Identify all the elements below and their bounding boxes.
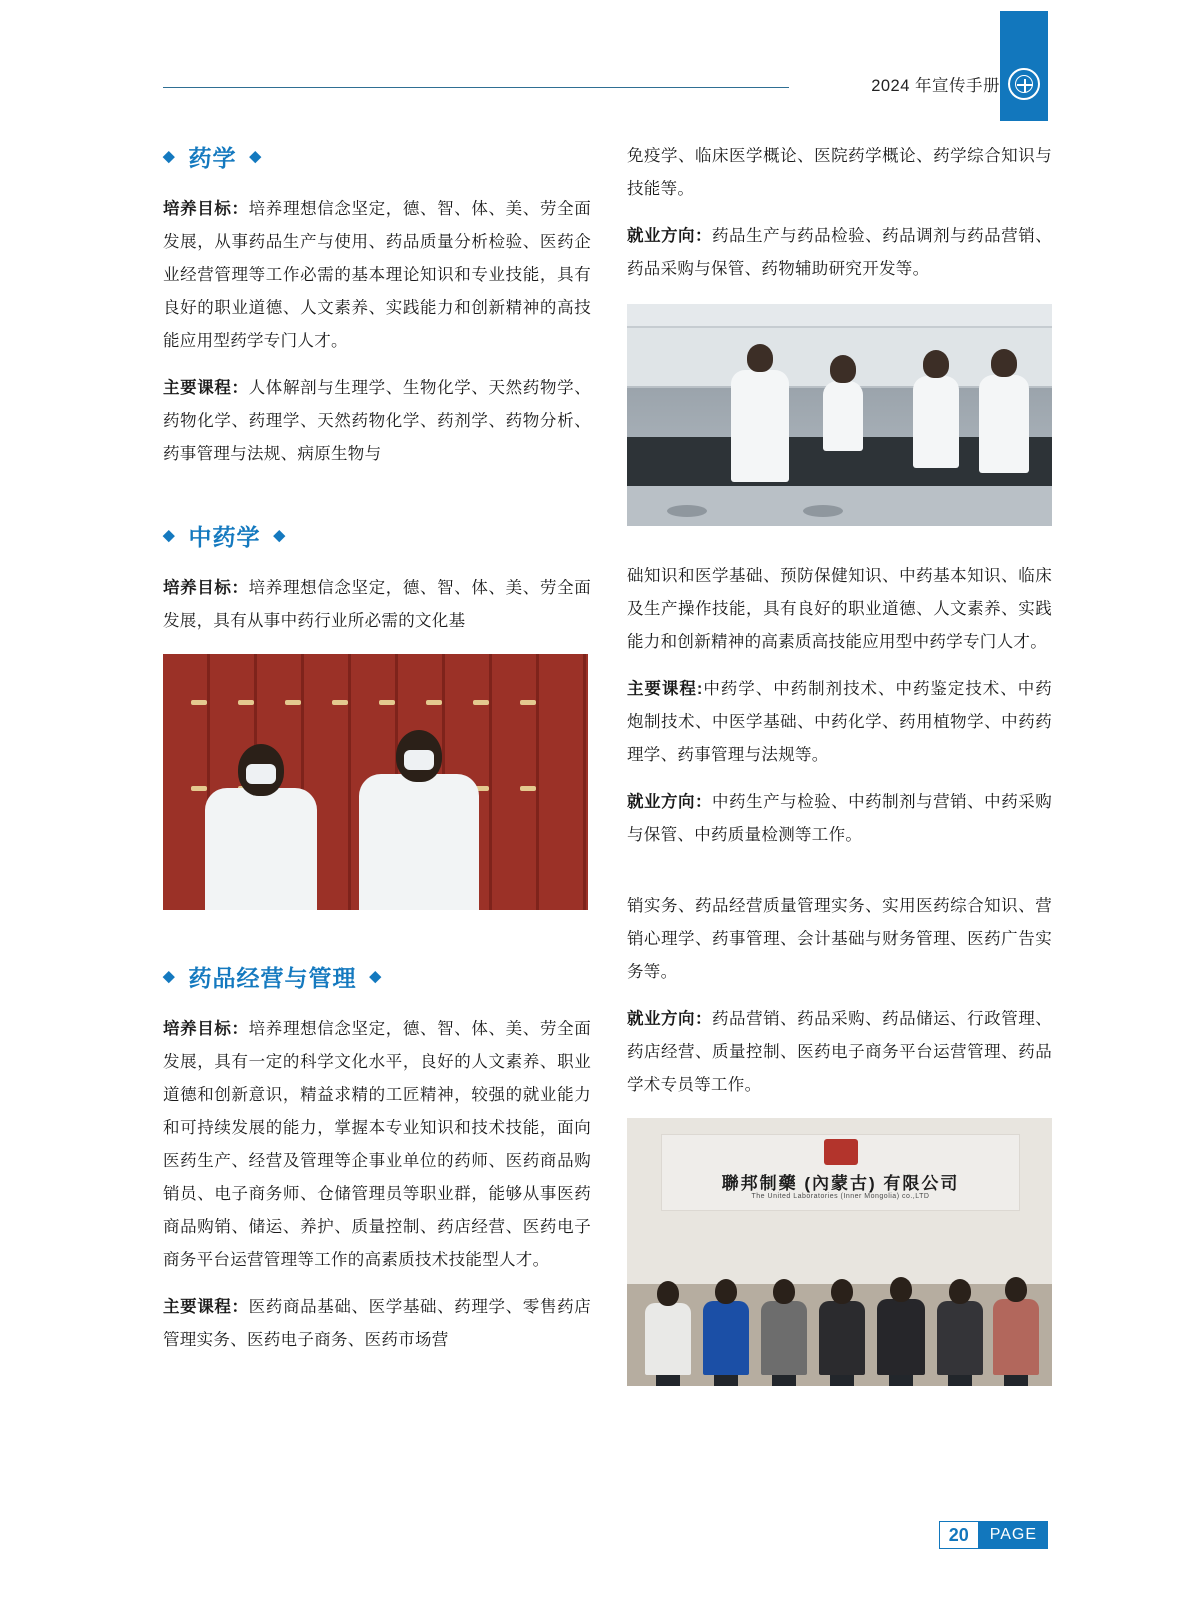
- drawer-handle: [285, 700, 301, 705]
- drawer-handle: [379, 700, 395, 705]
- face-mask-icon: [246, 764, 276, 784]
- paragraph-goal: [163, 1013, 591, 1277]
- paragraph-text: 中药学、中药制剂技术、中药鉴定技术、中药炮制技术、中医学基础、中药化学、药用植物学、中药药理学、药事管理与法规等。: [627, 680, 1053, 764]
- legs: [1004, 1375, 1028, 1386]
- legs: [948, 1375, 972, 1386]
- seal-bar-vertical: [1024, 79, 1026, 92]
- paragraph-label: 主要课程：: [163, 379, 249, 397]
- paragraph-text: 中药生产与检验、中药制剂与营销、中药采购与保管、中药质量检测等工作。: [627, 793, 1053, 844]
- herbal-pharmacy-photo: [163, 654, 588, 910]
- paragraph-text: 药品生产与药品检验、药品调剂与药品营销、药品采购与保管、药物辅助研究开发等。: [627, 227, 1053, 278]
- group-person-1: [645, 1303, 691, 1375]
- diamond-icon-left: ◆: [163, 527, 176, 544]
- paragraph-label: 就业方向：: [627, 1010, 713, 1028]
- diamond-icon-left: ◆: [163, 148, 176, 165]
- paragraph-courses: [627, 673, 1052, 772]
- drawer-handle: [426, 700, 442, 705]
- group-person-7: [993, 1299, 1039, 1375]
- head-icon: [923, 350, 949, 378]
- drawer-handle: [520, 700, 536, 705]
- company-name-chinese: 聯邦制藥 (內蒙古) 有限公司: [721, 1174, 960, 1194]
- company-name-english: The United Laboratories (Inner Mongolia) co.,LTD: [751, 1193, 930, 1201]
- paragraph-text: 培养理想信念坚定，德、智、体、美、劳全面发展，具有一定的科学文化水平，良好的人文素养、职业道德和创新意识，精益求精的工匠精神，较强的就业能力和可持续发展的能力，掌握本专业知识和技术技能，面向医药生产、经营及管理等企事业单位的药师、医药商品购销员、电子商务师、仓储管理员等职业群，能够从事医药商品购销、储运、养护、质量控制、药店经营、医药电子商务平台运营管理等工作的高素质技术技能型人才。: [163, 1020, 592, 1269]
- header-rule: [163, 87, 789, 88]
- paragraph-text: 培养理想信念坚定，德、智、体、美、劳全面发展，具有从事中药行业所必需的文化基: [163, 579, 592, 630]
- head-icon: [773, 1279, 795, 1304]
- researcher-1: [731, 370, 789, 482]
- head-icon: [657, 1281, 679, 1306]
- head-icon: [831, 1279, 853, 1304]
- head-icon: [949, 1279, 971, 1304]
- group-person-5: [877, 1299, 925, 1375]
- paragraph-text: 础知识和医学基础、预防保健知识、中药基本知识、临床及生产操作技能，具有良好的职业道德、人文素养、实践能力和创新精神的高素质高技能应用型中药学专门人才。: [627, 567, 1052, 651]
- section-heading-pharmacy: [163, 140, 591, 173]
- paragraph-courses-continued: [627, 140, 1052, 206]
- section-heading-chinese-medicine: [163, 519, 591, 552]
- section-drug-business-left: [163, 960, 591, 1357]
- head-icon: [747, 344, 773, 372]
- head-icon: [830, 355, 856, 383]
- section-heading-drug-business: [163, 960, 591, 993]
- group-person-2: [703, 1301, 749, 1375]
- section-heading-label: 药学: [188, 145, 237, 171]
- paragraph-careers: [627, 220, 1052, 286]
- page-number: 20: [939, 1521, 979, 1549]
- page-header: [0, 0, 1190, 130]
- paragraph-label: 主要课程:: [627, 680, 703, 698]
- company-logo-icon: [824, 1139, 858, 1165]
- section-chinese-medicine-right: [627, 560, 1052, 852]
- drawer-handle: [191, 700, 207, 705]
- legs: [656, 1375, 680, 1386]
- paragraph-label: 培养目标：: [163, 579, 249, 597]
- diamond-icon-right: ◆: [249, 148, 263, 165]
- paragraph-label: 就业方向：: [627, 227, 713, 245]
- drawer-handle: [332, 700, 348, 705]
- diamond-icon-left: ◆: [163, 968, 176, 985]
- student-right: [359, 774, 479, 910]
- paragraph-careers: [627, 786, 1052, 852]
- paragraph-text: 销实务、药品经营质量管理实务、实用医药综合知识、营销心理学、药事管理、会计基础与财务管理、医药广告实务等。: [627, 897, 1052, 981]
- page-label: PAGE: [979, 1521, 1048, 1549]
- paragraph-courses-continued: [627, 890, 1052, 989]
- legs: [889, 1375, 913, 1386]
- paragraph-text: 药品营销、药品采购、药品储运、行政管理、药店经营、质量控制、医药电子商务平台运营管理、药品学术专员等工作。: [627, 1010, 1053, 1094]
- paragraph-courses: [163, 1291, 591, 1357]
- paragraph-careers: [627, 1003, 1052, 1102]
- legs: [714, 1375, 738, 1386]
- left-column: [163, 140, 591, 1357]
- paragraph-text: 免疫学、临床医学概论、医院药学概论、药学综合知识与技能等。: [627, 147, 1052, 198]
- paragraph-text: 人体解剖与生理学、生物化学、天然药物学、药物化学、药理学、天然药物化学、药剂学、药物分析、药事管理与法规、病原生物与: [163, 379, 592, 463]
- researcher-3: [913, 376, 959, 468]
- company-group-photo: [627, 1118, 1052, 1386]
- researcher-2: [823, 381, 863, 451]
- section-chinese-medicine-left: [163, 519, 591, 910]
- drawer-handle: [238, 700, 254, 705]
- paragraph-label: 培养目标：: [163, 200, 249, 218]
- student-left: [205, 788, 317, 910]
- pharmacy-lab-photo: [627, 304, 1052, 526]
- paragraph-goal-continued: [627, 560, 1052, 659]
- company-banner: [661, 1134, 1020, 1211]
- head-icon: [1005, 1277, 1027, 1302]
- paragraph-goal: [163, 193, 591, 358]
- section-pharmacy-left: [163, 140, 591, 471]
- face-mask-icon: [404, 750, 434, 770]
- paragraph-courses: [163, 372, 591, 471]
- group-person-4: [819, 1301, 865, 1375]
- right-column: [627, 140, 1052, 1386]
- header-title: 2024 年宣传手册: [871, 77, 1000, 95]
- group-person-6: [937, 1301, 983, 1375]
- seal-icon: [1008, 68, 1040, 100]
- diamond-icon-right: ◆: [273, 527, 287, 544]
- drawer-handle: [520, 786, 536, 791]
- drawer-handle: [191, 786, 207, 791]
- legs: [772, 1375, 796, 1386]
- section-drug-business-right: [627, 890, 1052, 1386]
- paragraph-label: 培养目标：: [163, 1020, 249, 1038]
- paragraph-text: 培养理想信念坚定，德、智、体、美、劳全面发展，从事药品生产与使用、药品质量分析检验、医药企业经营管理等工作必需的基本理论知识和专业技能，具有良好的职业道德、人文素养、实践能力和创新精神的高技能应用型药学专门人才。: [163, 200, 592, 350]
- page-footer: [939, 1521, 1048, 1549]
- head-icon: [890, 1277, 912, 1302]
- section-heading-label: 中药学: [188, 524, 261, 550]
- section-pharmacy-right: [627, 140, 1052, 526]
- head-icon: [715, 1279, 737, 1304]
- legs: [830, 1375, 854, 1386]
- paragraph-label: 主要课程：: [163, 1298, 249, 1316]
- diamond-icon-right: ◆: [369, 968, 383, 985]
- school-seal-logo: [1000, 11, 1048, 121]
- paragraph-text: 医药商品基础、医学基础、药理学、零售药店管理实务、医药电子商务、医药市场营: [163, 1298, 592, 1349]
- paragraph-goal: [163, 572, 591, 638]
- drawer-handle: [473, 700, 489, 705]
- head-icon: [991, 349, 1017, 377]
- group-person-3: [761, 1301, 807, 1375]
- researcher-4: [979, 375, 1029, 473]
- section-heading-label: 药品经营与管理: [188, 965, 357, 991]
- paragraph-label: 就业方向：: [627, 793, 713, 811]
